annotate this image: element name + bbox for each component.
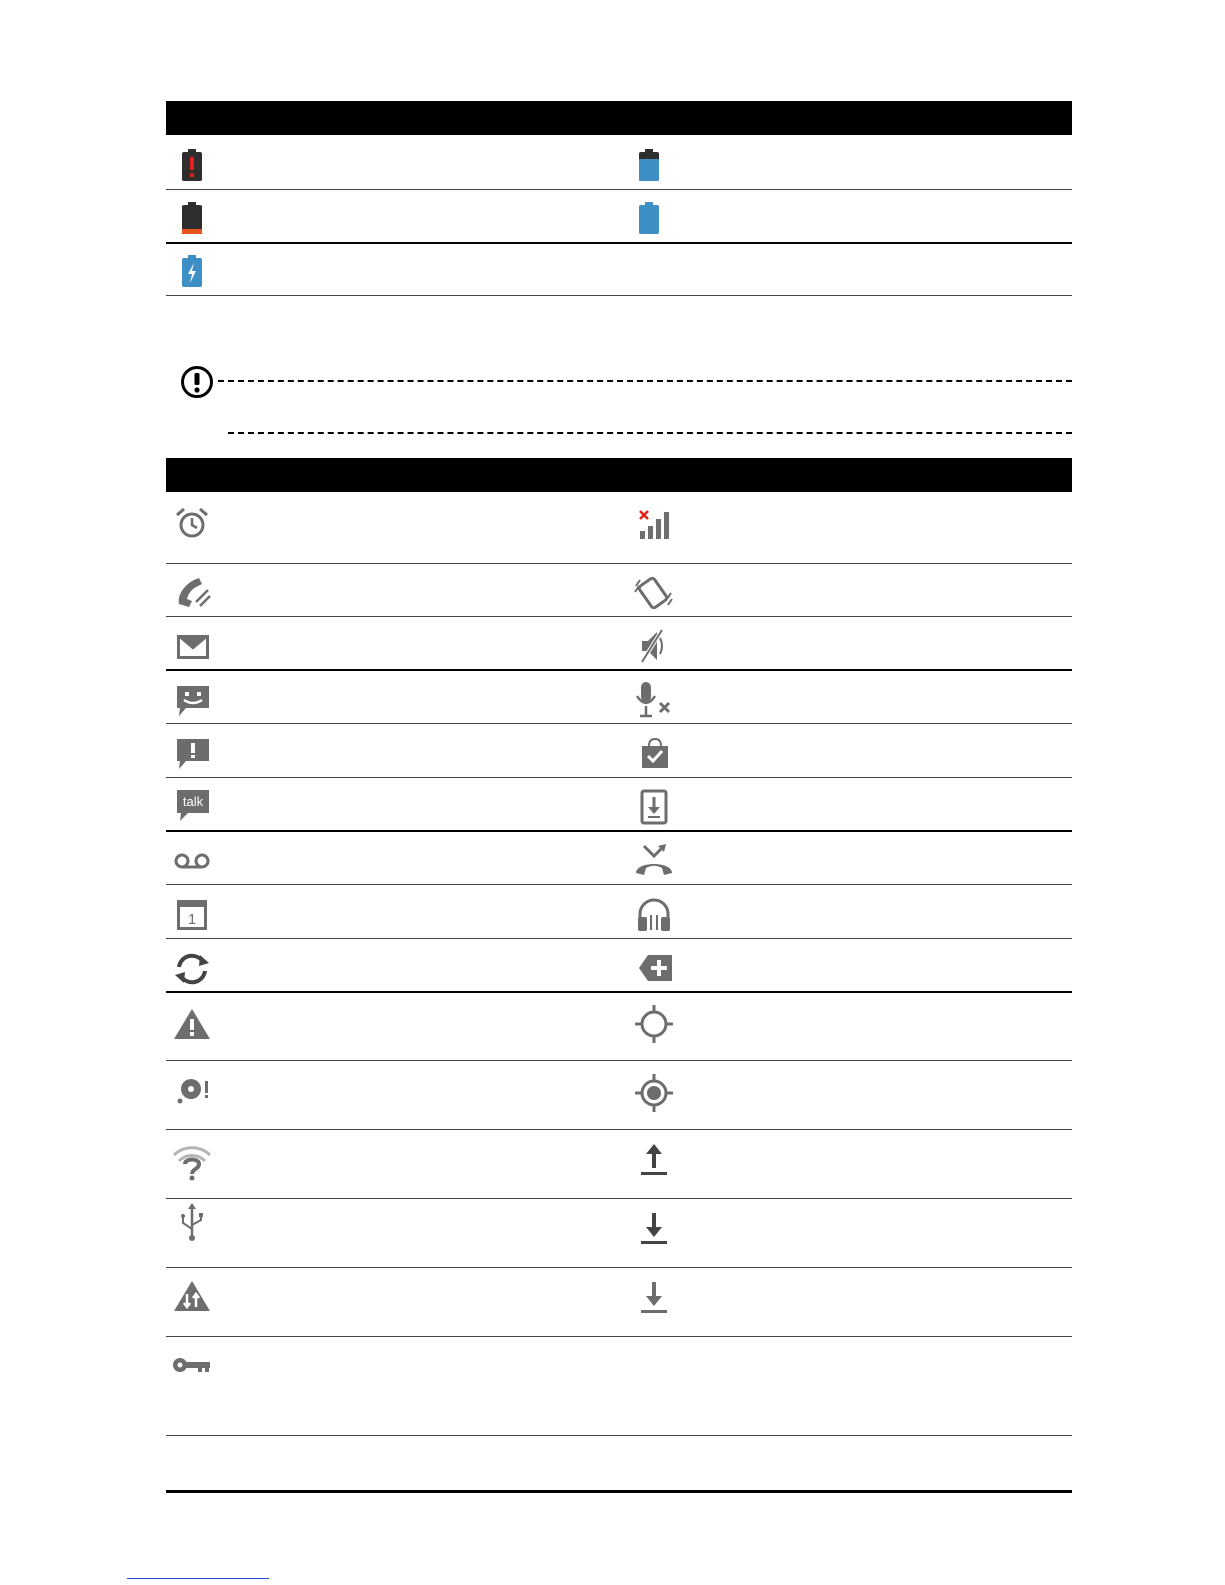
row-divider [166, 1198, 1072, 1199]
notification-table-header [166, 458, 1072, 492]
battery-charging-icon [180, 254, 204, 288]
sms-icon [176, 685, 210, 717]
footer-link[interactable] [127, 1578, 269, 1579]
music-playing-icon [636, 897, 672, 933]
row-divider [166, 1435, 1072, 1436]
vibrate-icon [634, 574, 674, 610]
row-divider [166, 1060, 1072, 1061]
row-divider [166, 563, 1072, 564]
note-divider-bottom [228, 432, 1072, 434]
battery-full-icon [637, 201, 661, 235]
download-complete-icon [640, 1281, 668, 1315]
vpn-key-icon [172, 1354, 212, 1376]
wifi-available-icon [172, 1143, 212, 1181]
row-divider [166, 884, 1072, 885]
row-divider [166, 991, 1072, 993]
battery-low-icon [180, 201, 204, 235]
no-signal-icon [637, 508, 673, 540]
download-icon [640, 1212, 668, 1246]
calendar-icon [176, 899, 208, 931]
more-notifications-icon [638, 954, 674, 982]
sd-card-warning-icon [175, 1076, 211, 1106]
speaker-muted-icon [638, 628, 670, 664]
page-bottom-rule [166, 1490, 1072, 1493]
note-text [230, 392, 1070, 420]
gps-searching-icon [634, 1004, 674, 1044]
calendar-day: 1 [187, 911, 197, 928]
voicemail-icon [174, 851, 210, 871]
sync-icon [172, 952, 212, 986]
row-divider [166, 1267, 1072, 1268]
note-divider-top [218, 380, 1072, 382]
alarm-icon [174, 506, 210, 540]
gps-fixed-icon [634, 1073, 674, 1113]
missed-call-icon [174, 574, 212, 610]
mic-muted-icon [634, 680, 676, 720]
talk-icon [176, 789, 210, 823]
row-divider [166, 1336, 1072, 1337]
row-divider [166, 938, 1072, 939]
call-in-progress-icon [634, 843, 674, 877]
store-update-icon [640, 738, 670, 770]
row-divider [166, 723, 1072, 724]
battery-table-header [166, 101, 1072, 135]
battery-medium-icon [637, 148, 661, 182]
row-divider [166, 616, 1072, 617]
row-divider [166, 777, 1072, 778]
download-to-device-icon [640, 789, 668, 825]
message-error-icon [176, 738, 210, 770]
gmail-icon [176, 634, 210, 660]
row-divider [166, 242, 1072, 244]
data-warning-icon [173, 1279, 211, 1313]
usb-icon [178, 1203, 206, 1243]
upload-icon [640, 1143, 668, 1177]
warning-circle-icon [180, 365, 214, 399]
row-divider [166, 830, 1072, 832]
row-divider [166, 295, 1072, 296]
row-divider [166, 1129, 1072, 1130]
alert-icon [173, 1007, 211, 1041]
row-divider [166, 189, 1072, 190]
talk-label: talk [182, 794, 204, 809]
row-divider [166, 669, 1072, 671]
battery-critical-icon [180, 148, 204, 182]
